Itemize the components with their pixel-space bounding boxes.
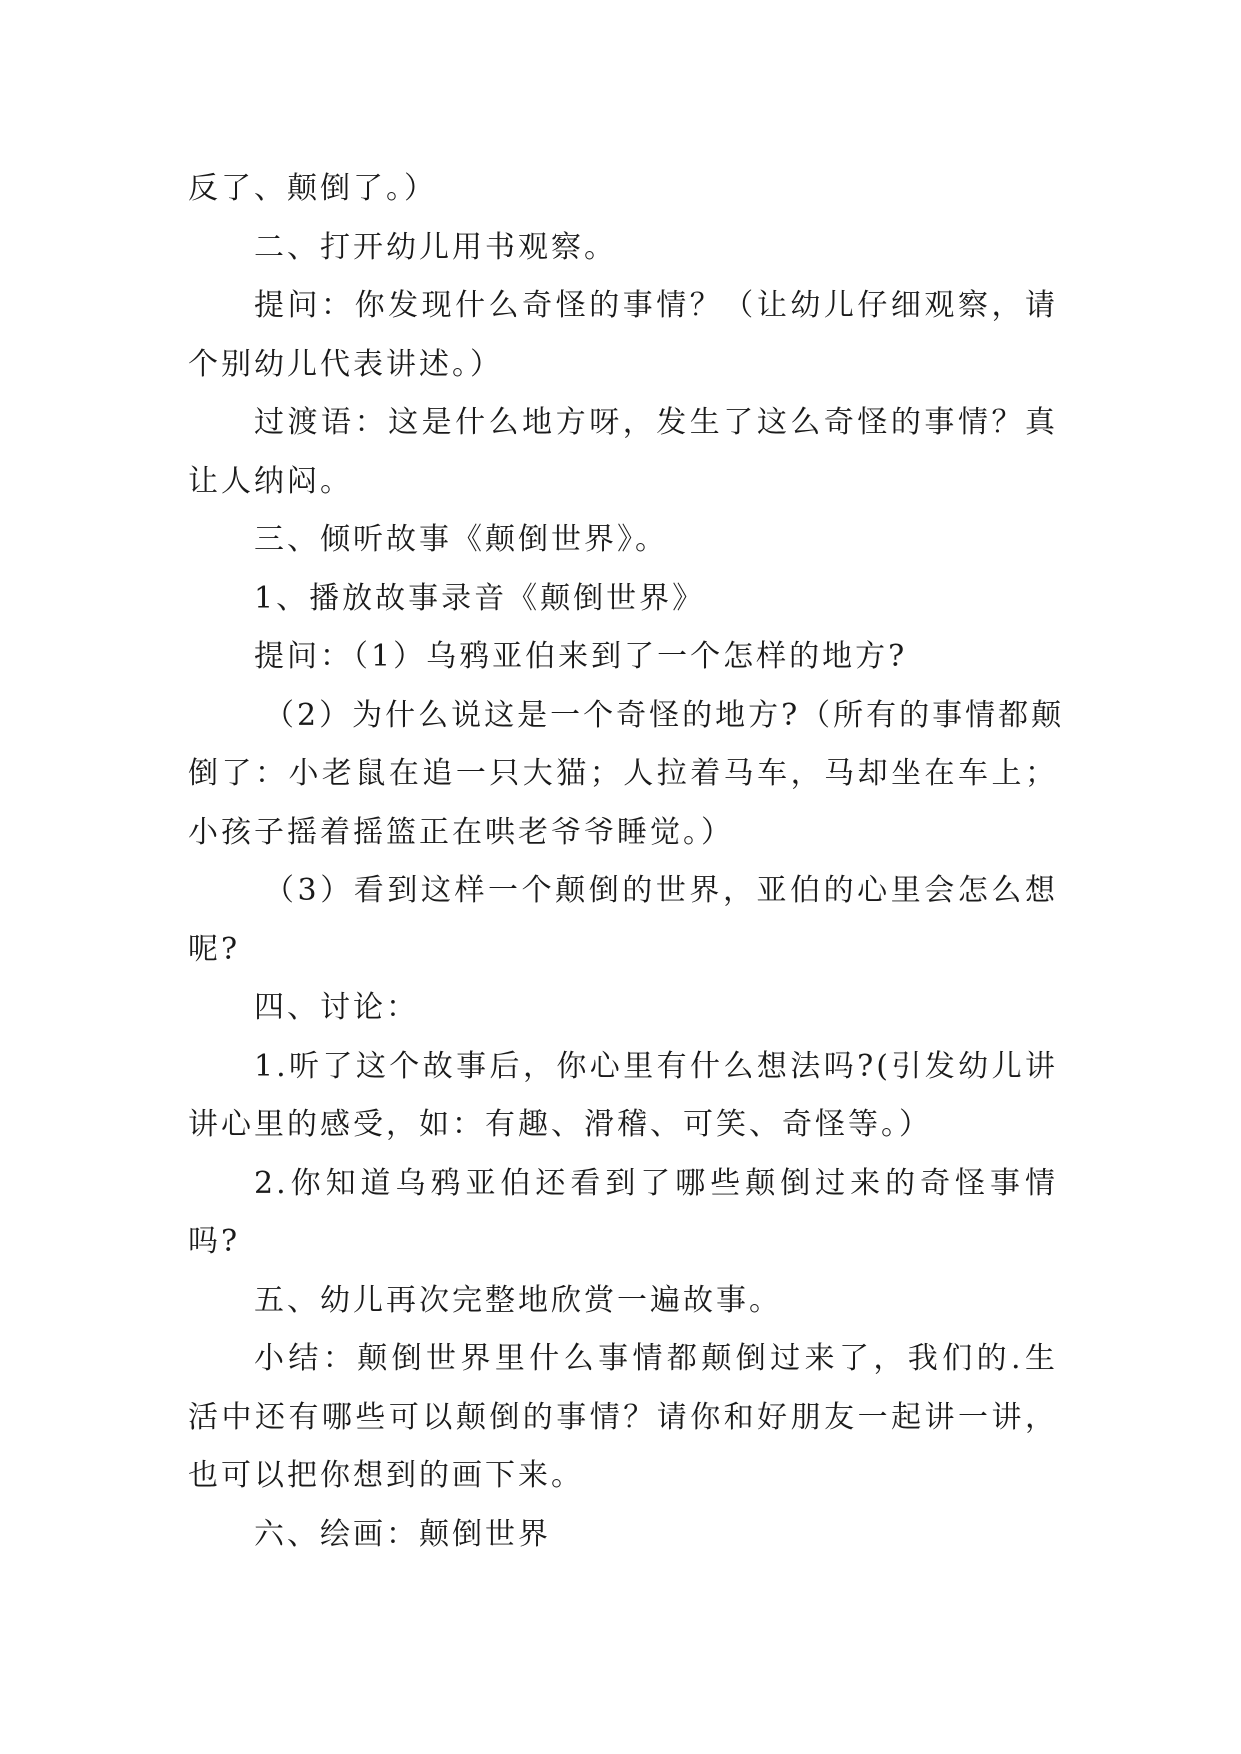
text-line-10: （2）为什么说这是一个奇怪的地方?（所有的事情都颠 bbox=[264, 697, 1065, 733]
section-heading-6: 六、绘画：颠倒世界 bbox=[254, 1516, 551, 1552]
text-line-8: 1、播放故事录音《颠倒世界》 bbox=[254, 580, 706, 616]
text-line-9: 提问：（1）乌鸦亚伯来到了一个怎样的地方? bbox=[254, 639, 908, 674]
text-line-6: 让人纳闷。 bbox=[188, 463, 353, 499]
section-heading-3: 三、倾听故事《颠倒世界》。 bbox=[254, 522, 668, 557]
text-line-21: 小结：颠倒世界里什么事情都颠倒过来了，我们的.生 bbox=[254, 1341, 1058, 1376]
text-line-18: 2.你知道乌鸦亚伯还看到了哪些颠倒过来的奇怪事情 bbox=[254, 1165, 1058, 1201]
text-line-22: 活中还有哪些可以颠倒的事情？请你和好朋友一起讲一讲， bbox=[188, 1399, 1058, 1435]
document-body bbox=[188, 160, 1065, 1564]
text-line-4: 个别幼儿代表讲述。） bbox=[188, 346, 503, 382]
text-line-19: 吗? bbox=[188, 1224, 241, 1259]
section-heading-4: 四、讨论： bbox=[254, 990, 419, 1025]
text-line-23: 也可以把你想到的画下来。 bbox=[188, 1458, 584, 1493]
text-line-1: 反了、颠倒了。） bbox=[188, 171, 437, 206]
text-line-5: 过渡语：这是什么地方呀，发生了这么奇怪的事情？真 bbox=[254, 405, 1058, 440]
section-heading-5: 五、幼儿再次完整地欣赏一遍故事。 bbox=[254, 1282, 782, 1318]
text-line-16: 1.听了这个故事后，你心里有什么想法吗?(引发幼儿讲 bbox=[254, 1048, 1058, 1084]
text-line-17: 讲心里的感受，如：有趣、滑稽、可笑、奇怪等。） bbox=[188, 1107, 932, 1142]
text-line-11: 倒了：小老鼠在追一只大猫；人拉着马车，马却坐在车上； bbox=[188, 756, 1058, 791]
text-line-12: 小孩子摇着摇篮正在哄老爷爷睡觉。） bbox=[188, 814, 734, 850]
text-line-3: 提问：你发现什么奇怪的事情？（让幼儿仔细观察，请 bbox=[254, 288, 1058, 323]
text-line-13: （3）看到这样一个颠倒的世界，亚伯的心里会怎么想 bbox=[264, 873, 1058, 908]
section-heading-2: 二、打开幼儿用书观察。 bbox=[254, 229, 617, 265]
text-line-14: 呢? bbox=[188, 931, 241, 967]
